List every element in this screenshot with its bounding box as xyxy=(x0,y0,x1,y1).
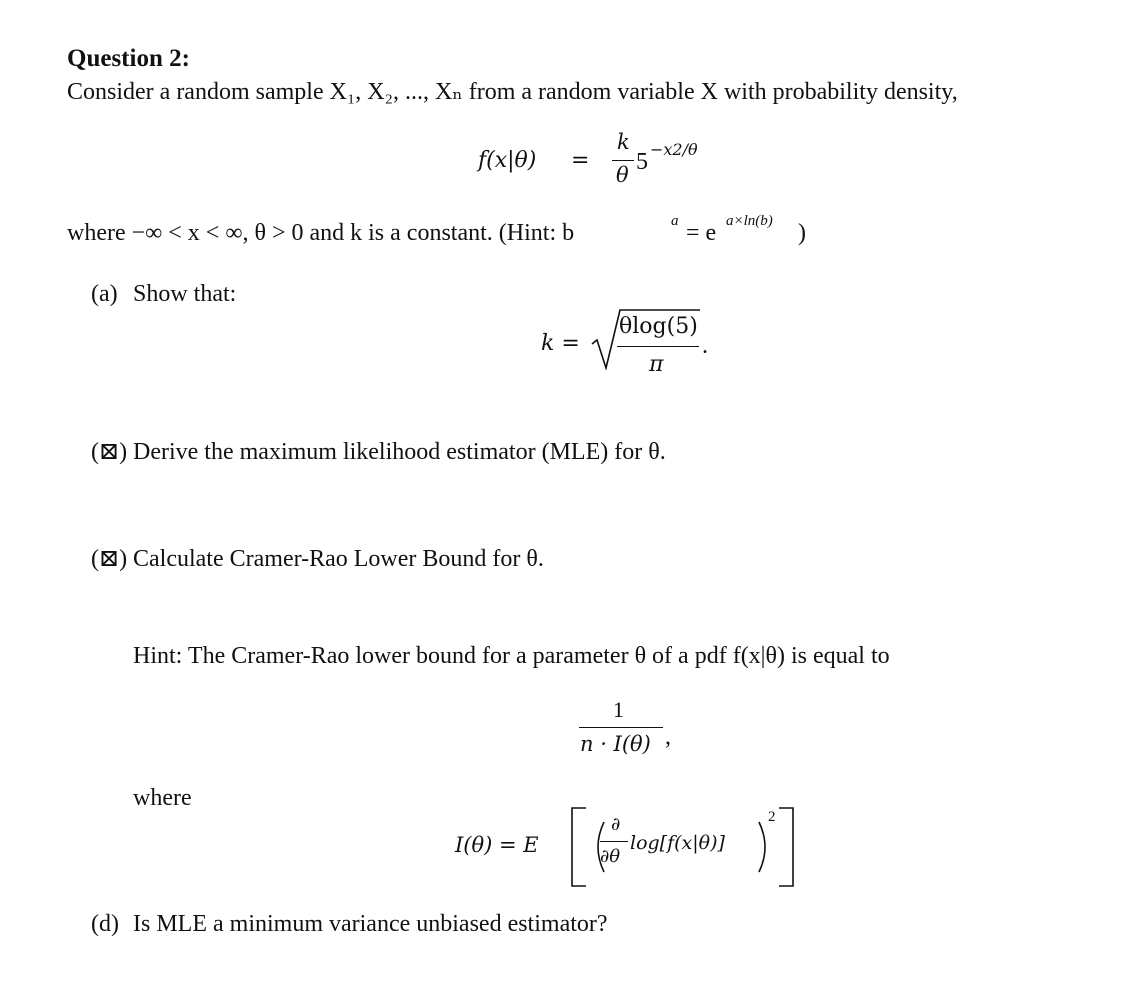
density-numerator: k xyxy=(617,130,630,154)
part-d-label: (d) xyxy=(91,911,119,937)
fisher-lhs: I(θ) = E xyxy=(455,833,539,857)
part-b-label: (⊠) xyxy=(91,439,128,465)
part-d-text: Is MLE a minimum variance unbiased estimator? xyxy=(133,911,608,937)
hint-close: ) xyxy=(798,220,806,246)
fisher-partial-num: ∂ xyxy=(611,814,621,835)
question-title: Question 2: xyxy=(67,45,190,72)
hint-exponent-a: a xyxy=(671,213,679,229)
part-a-tail: . xyxy=(702,333,708,359)
hint-exponent: a×ln(b) xyxy=(726,213,773,229)
hint-equals-e: = e xyxy=(686,220,717,246)
density-exponent: −x2/θ xyxy=(650,140,698,159)
part-c-text: Calculate Cramer-Rao Lower Bound for θ. xyxy=(133,546,544,572)
part-b-text: Derive the maximum likelihood estimator (MLE) for θ. xyxy=(133,439,666,465)
fisher-partial-den: ∂θ xyxy=(600,846,621,867)
crlb-denominator: n · I(θ) xyxy=(580,732,651,756)
part-c-hint: Hint: The Cramer-Rao lower bound for a parameter θ of a pdf f(x|θ) is equal to xyxy=(133,643,890,669)
density-equals: = xyxy=(571,148,590,173)
density-denominator: θ xyxy=(616,163,629,187)
crlb-tail: , xyxy=(665,724,671,750)
part-a-numerator: θlog(5) xyxy=(619,314,698,339)
density-lhs: f(x|θ) xyxy=(478,148,537,173)
part-a-denominator: π xyxy=(649,352,664,377)
part-a-text: Show that: xyxy=(133,281,237,307)
part-a-lhs: k = xyxy=(541,331,580,356)
part-c-label: (⊠) xyxy=(91,546,128,572)
part-a-label: (a) xyxy=(91,281,118,307)
fisher-power: 2 xyxy=(768,809,776,825)
density-base: 5 xyxy=(636,149,648,175)
question-intro: Consider a random sample X₁, X₂, ..., Xₙ from a random variable X with probability density, xyxy=(67,79,958,105)
part-c-where: where xyxy=(133,785,192,811)
where-text: where −∞ < x < ∞, θ > 0 and k is a constant. (Hint: b xyxy=(67,220,575,246)
fisher-body: log[f(x|θ)] xyxy=(630,832,725,854)
crlb-numerator: 1 xyxy=(613,697,624,722)
